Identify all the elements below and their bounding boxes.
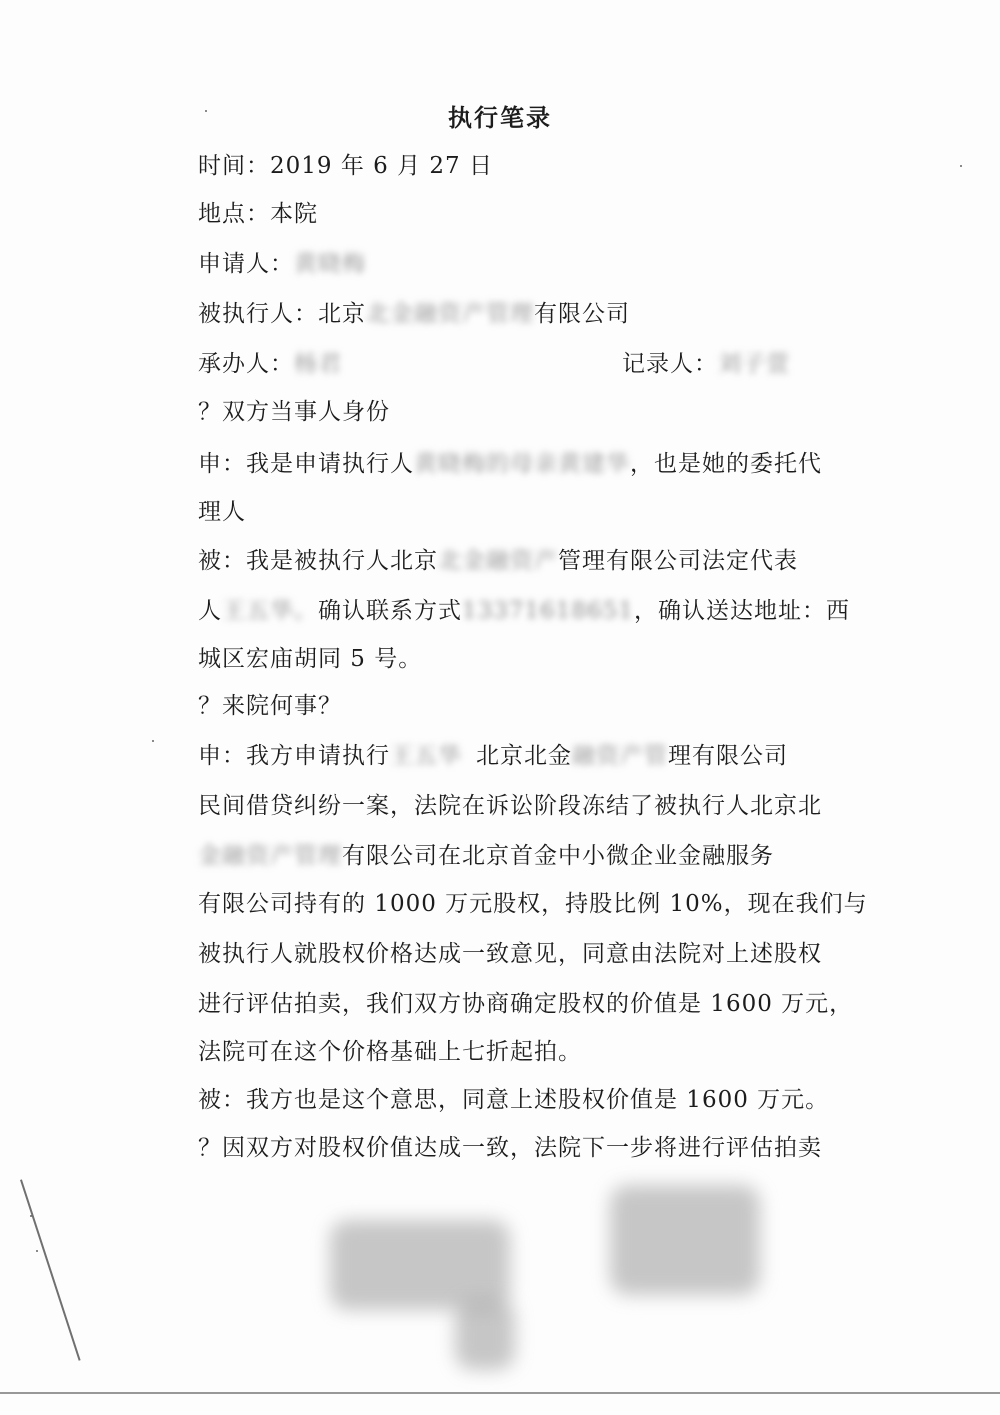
redacted-company: 金融资产管理 <box>198 843 342 869</box>
place-label: 地点： <box>198 201 270 227</box>
document-title: 执行笔录 <box>448 103 552 132</box>
applicant-label: 申请人： <box>198 251 294 277</box>
scan-speck <box>960 165 962 167</box>
time-label: 时间： <box>198 153 270 179</box>
redacted-name: 王五华 <box>390 743 462 769</box>
place-value: 本院 <box>270 201 318 227</box>
redacted-company: 北金融资产 <box>438 548 558 574</box>
applicant-line <box>198 248 366 280</box>
applicant-request-line-7: 法院可在这个价格基础上七折起拍。 <box>198 1039 582 1065</box>
applicant-request-line-1 <box>198 740 788 772</box>
respondent-redacted: 北金融资产管理 <box>366 301 534 327</box>
redacted-company: 融资产管 <box>572 743 668 769</box>
text-segment: 有限公司在北京首金中小微企业金融服务 <box>342 843 774 869</box>
question-identity: ？双方当事人身份 <box>198 399 390 425</box>
scan-speck <box>205 110 207 112</box>
text-segment: 确认联系方式 <box>318 598 462 624</box>
applicant-statement-line-1 <box>198 448 822 480</box>
text-segment: ，确认送达地址：西 <box>633 598 850 624</box>
handler-line <box>198 348 342 380</box>
scan-bottom-edge <box>0 1392 1000 1394</box>
signature-redacted-stroke <box>455 1300 515 1370</box>
respondent-statement-line-2 <box>198 595 850 627</box>
text-segment: 管理有限公司法定代表 <box>558 548 798 574</box>
scan-edge-mark <box>20 1179 81 1360</box>
applicant-request-line-4: 有限公司持有的 1000 万元股权，持股比例 10%，现在我们与 <box>198 891 868 917</box>
respondent-line <box>198 298 630 330</box>
question-purpose: ？来院何事？ <box>198 693 342 719</box>
text-segment: 人 <box>198 598 222 624</box>
redacted-name: 黄晓梅的母亲黄建华 <box>414 451 630 477</box>
text-segment: 申：我是申请执行人 <box>198 451 414 477</box>
court-statement-line-1: ？因双方对股权价值达成一致，法院下一步将进行评估拍卖 <box>198 1135 822 1161</box>
respondent-label: 被执行人： <box>198 301 318 327</box>
recorder-line <box>622 348 790 380</box>
applicant-redacted: 黄晓梅 <box>294 251 366 277</box>
signature-redacted-left <box>330 1220 510 1310</box>
time-line <box>198 150 493 182</box>
applicant-request-line-2: 民间借贷纠纷一案，法院在诉讼阶段冻结了被执行人北京北 <box>198 793 822 819</box>
text-segment: 北京北金 <box>476 743 572 769</box>
respondent-statement-line-1 <box>198 545 798 577</box>
redacted-phone: 13371618651 <box>462 598 634 624</box>
scan-speck <box>152 740 154 742</box>
scan-speck <box>36 1250 38 1252</box>
time-value: 2019 年 6 月 27 日 <box>270 153 493 179</box>
respondent-agreement-line: 被：我方也是这个意思，同意上述股权价值是 1600 万元。 <box>198 1087 830 1113</box>
recorder-redacted: 刘子萱 <box>718 351 790 377</box>
text-segment: 被：我是被执行人北京 <box>198 548 438 574</box>
redacted-name: 王五华。 <box>222 598 318 624</box>
handler-redacted: 杨君 <box>294 351 342 377</box>
respondent-suffix: 有限公司 <box>534 301 630 327</box>
place-line <box>198 198 318 230</box>
scan-speck <box>30 1215 32 1217</box>
text-segment: ，也是她的委托代 <box>630 451 822 477</box>
applicant-request-line-5: 被执行人就股权价格达成一致意见，同意由法院对上述股权 <box>198 941 822 967</box>
text-segment: 申：我方申请执行 <box>198 743 390 769</box>
text-segment: 理有限公司 <box>668 743 788 769</box>
recorder-label: 记录人： <box>622 351 718 377</box>
applicant-request-line-3 <box>198 840 774 872</box>
applicant-request-line-6: 进行评估拍卖，我们双方协商确定股权的价值是 1600 万元， <box>198 991 854 1017</box>
applicant-statement-line-2: 理人 <box>198 499 246 525</box>
signature-redacted-right <box>610 1185 760 1295</box>
respondent-statement-line-3: 城区宏庙胡同 5 号。 <box>198 646 423 672</box>
respondent-prefix: 北京 <box>318 301 366 327</box>
handler-label: 承办人： <box>198 351 294 377</box>
